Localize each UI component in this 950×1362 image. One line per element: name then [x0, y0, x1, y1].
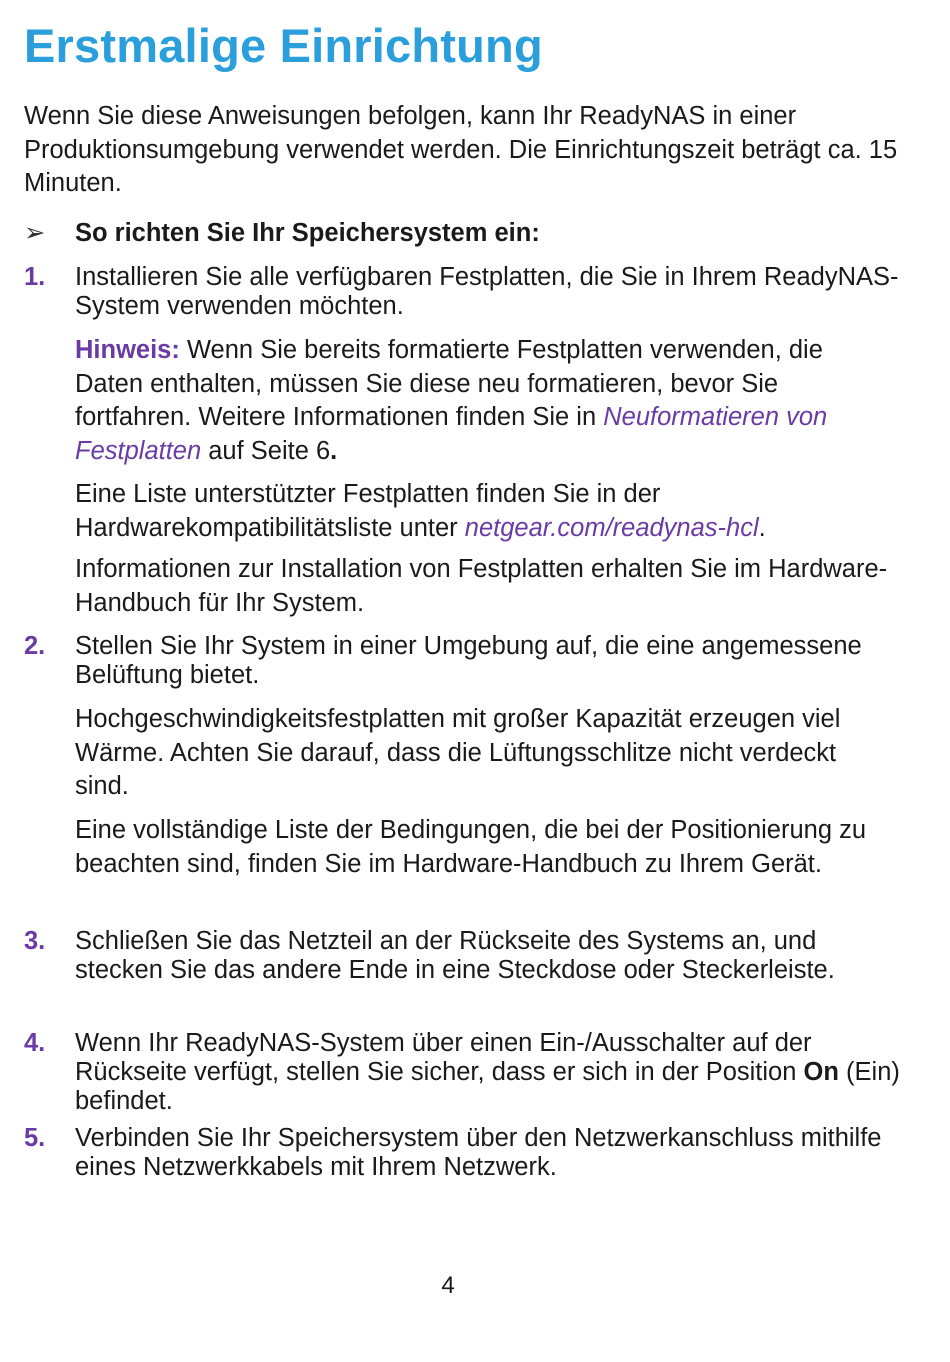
note-suffix: auf Seite 6 [208, 436, 331, 465]
heat-paragraph: Hochgeschwindigkeitsfestplatten mit großer Kapazität erzeugen viel Wärme. Achten Sie darauf, dass die Lüftungsschlitze nicht verdeckt sind. [75, 705, 841, 800]
reformat-link[interactable]: Neuformatieren von Festplatten [75, 403, 828, 465]
step-4-text [75, 1029, 905, 1116]
hcl-text: Eine Liste unterstützter Festplatten finden Sie in der Hardwarekompatibilitätsliste unter [75, 480, 661, 542]
page-number: 4 [441, 1272, 455, 1299]
step-3-number: 3. [24, 927, 46, 955]
hcl-paragraph [75, 478, 895, 545]
step-4-number: 4. [24, 1029, 46, 1057]
step-4-bold-word: On [803, 1058, 839, 1086]
conditions-paragraph: Eine vollständige Liste der Bedingungen, die bei der Positionierung zu beachten sind, finden Sie im Hardware-Handbuch zu Ihrem Gerät. [75, 816, 867, 878]
hcl-end: . [758, 513, 766, 542]
note-text: Wenn Sie bereits formatierte Festplatten verwenden, die Daten enthalten, müssen Sie diese neu formatieren, bevor Sie fortfahren. Weitere Informationen finden Sie in [75, 336, 823, 431]
note-label: Hinweis: [75, 336, 180, 364]
step-5-number: 5. [24, 1124, 46, 1152]
intro-paragraph: Wenn Sie diese Anweisungen befolgen, kann Ihr ReadyNAS in einer Produktionsumgebung verwendet werden. Die Einrichtungszeit beträgt ca. 15 Minuten. [24, 102, 898, 197]
page-title: Erstmalige Einrichtung [24, 19, 543, 72]
step-1-number: 1. [24, 263, 46, 291]
step-3-text: Schließen Sie das Netzteil an der Rückseite des Systems an, und stecken Sie das andere Ende in eine Steckdose oder Steckerleiste. [75, 927, 835, 984]
step-4-text-after: (Ein) befindet. [75, 1058, 900, 1115]
step-2-number: 2. [24, 632, 46, 660]
procedure-heading-text: So richten Sie Ihr Speichersystem ein: [75, 219, 540, 247]
step-5-text: Verbinden Sie Ihr Speichersystem über den Netzwerkanschluss mithilfe eines Netzwerkkabels mit Ihrem Netzwerk. [75, 1124, 882, 1181]
step-1-text: Installieren Sie alle verfügbaren Festplatten, die Sie in Ihrem ReadyNAS-System verwenden möchten. [75, 263, 899, 320]
hcl-link[interactable]: netgear.com/readynas-hcl [464, 513, 759, 542]
arrow-bullet-icon: ➢ [24, 219, 46, 247]
step-4-text-before: Wenn Ihr ReadyNAS-System über einen Ein-/Ausschalter auf der Rückseite verfügt, stellen Sie sicher, dass er sich in der Position [75, 1029, 812, 1086]
install-info-paragraph: Informationen zur Installation von Festplatten erhalten Sie im Hardware-Handbuch für Ihr System. [75, 555, 888, 617]
step-2-text: Stellen Sie Ihr System in einer Umgebung auf, die eine angemessene Belüftung bietet. [75, 632, 862, 689]
note-end: . [330, 436, 338, 465]
note-paragraph [75, 334, 895, 468]
